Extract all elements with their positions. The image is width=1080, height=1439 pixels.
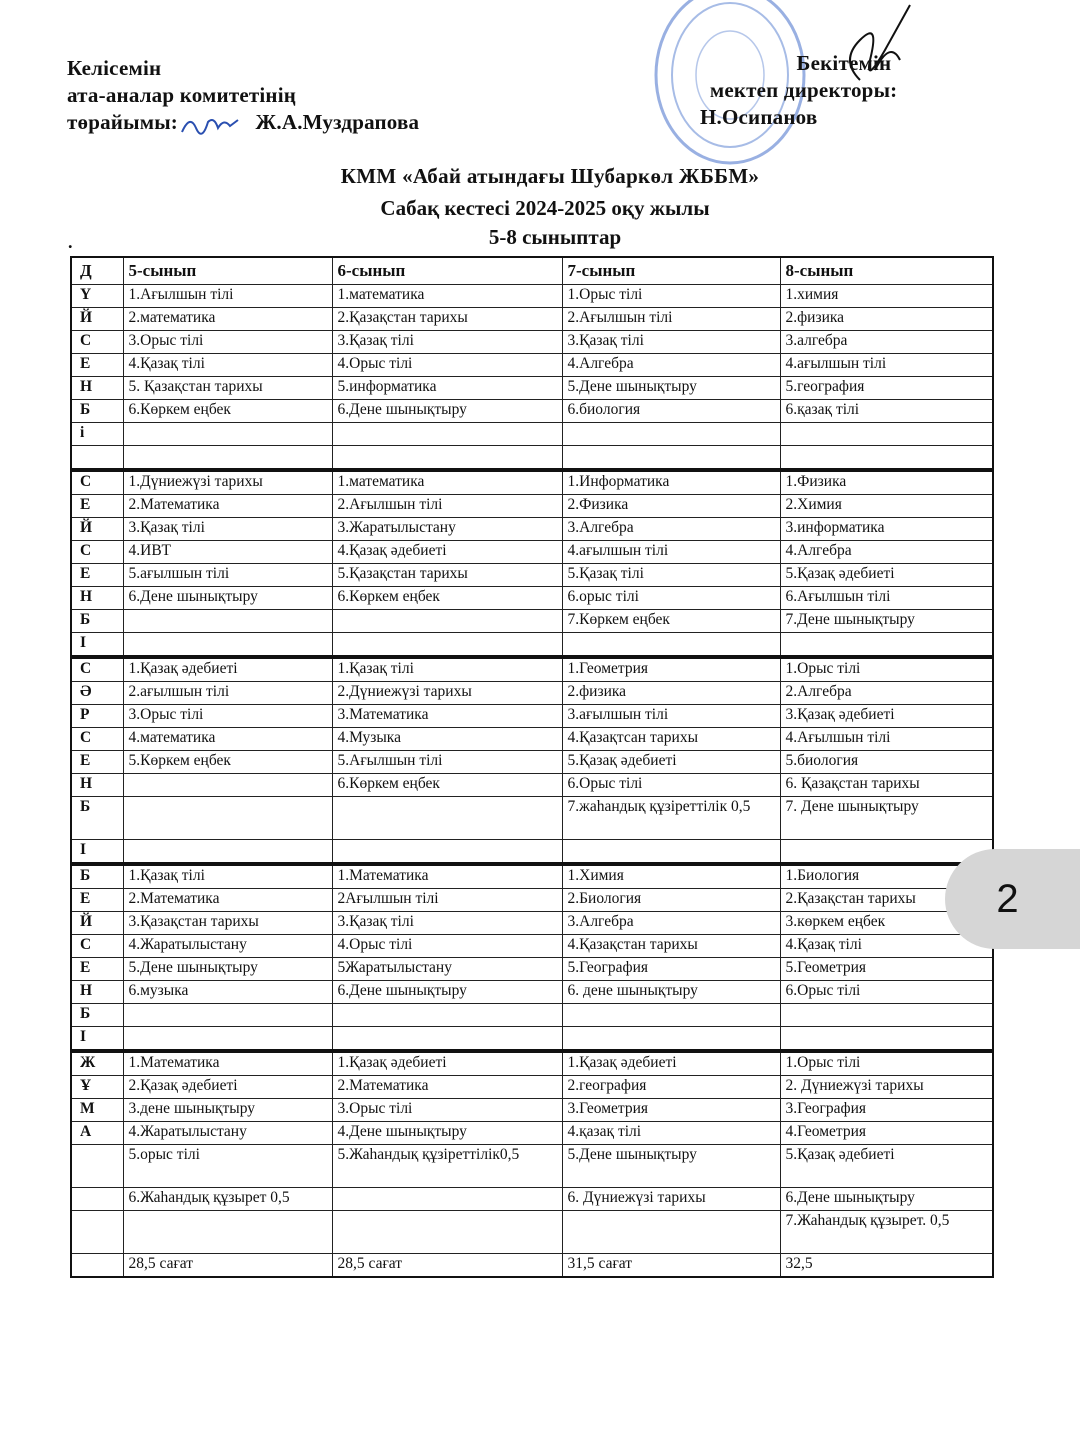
grade6-cell: 4.Музыка bbox=[332, 728, 562, 751]
day-cell: Н bbox=[71, 377, 123, 400]
grade5-cell: 2.математика bbox=[123, 308, 332, 331]
grade8-cell bbox=[780, 423, 993, 446]
grade5-cell: 3.Қазақстан тарихы bbox=[123, 912, 332, 935]
grade8-cell: 7.Дене шынықтыру bbox=[780, 610, 993, 633]
table-row bbox=[71, 470, 993, 495]
grade5-cell: 4.Қазақ тілі bbox=[123, 354, 332, 377]
grade6-cell: 4.Орыс тілі bbox=[332, 354, 562, 377]
approval-left bbox=[67, 55, 419, 136]
grade8-cell: 5.география bbox=[780, 377, 993, 400]
grade6-cell: 6.Дене шынықтыру bbox=[332, 400, 562, 423]
day-cell: Б bbox=[71, 864, 123, 889]
grade8-cell: 5.Геометрия bbox=[780, 958, 993, 981]
grade7-cell: 3.ағылшын тілі bbox=[562, 705, 780, 728]
grade6-cell: 5.Қазақстан тарихы bbox=[332, 564, 562, 587]
grade8-cell: 5.Қазақ әдебиеті bbox=[780, 1145, 993, 1188]
grade8-cell bbox=[780, 840, 993, 865]
schedule-table bbox=[70, 256, 994, 1278]
grade6-cell: 2.Математика bbox=[332, 1076, 562, 1099]
day-cell: С bbox=[71, 541, 123, 564]
grade8-cell: 32,5 bbox=[780, 1254, 993, 1278]
table-row bbox=[71, 587, 993, 610]
grade6-cell: 3.Орыс тілі bbox=[332, 1099, 562, 1122]
grade6-cell: 1.Қазақ тілі bbox=[332, 657, 562, 682]
grade8-cell: 6.қазақ тілі bbox=[780, 400, 993, 423]
grade5-cell: 3.Қазақ тілі bbox=[123, 518, 332, 541]
grade6-cell: 3.Жаратылыстану bbox=[332, 518, 562, 541]
schedule-title: Сабақ кестесі 2024-2025 оқу жылы bbox=[380, 196, 710, 220]
grade5-cell: 3.Орыс тілі bbox=[123, 705, 332, 728]
grade8-cell: 4.Алгебра bbox=[780, 541, 993, 564]
grade6-cell bbox=[332, 446, 562, 471]
grade5-cell bbox=[123, 1027, 332, 1052]
table-row bbox=[71, 1188, 993, 1211]
grade5-cell: 4.Жаратылыстану bbox=[123, 1122, 332, 1145]
table-row bbox=[71, 912, 993, 935]
day-cell: Б bbox=[71, 797, 123, 840]
day-cell: Е bbox=[71, 751, 123, 774]
grade5-cell: 5.Көркем еңбек bbox=[123, 751, 332, 774]
day-cell: С bbox=[71, 935, 123, 958]
table-row bbox=[71, 981, 993, 1004]
table-row bbox=[71, 1027, 993, 1052]
day-cell: Б bbox=[71, 1004, 123, 1027]
grade6-cell: 3.Қазақ тілі bbox=[332, 912, 562, 935]
grade5-cell bbox=[123, 1211, 332, 1254]
day-cell: Й bbox=[71, 308, 123, 331]
grade8-cell: 6.Ағылшын тілі bbox=[780, 587, 993, 610]
table-row bbox=[71, 308, 993, 331]
grade7-cell: 31,5 сағат bbox=[562, 1254, 780, 1278]
table-row bbox=[71, 1122, 993, 1145]
header-grade8: 8-сынып bbox=[780, 257, 993, 285]
grade7-cell: 1.Геометрия bbox=[562, 657, 780, 682]
header-grade7: 7-сынып bbox=[562, 257, 780, 285]
day-cell bbox=[71, 1254, 123, 1278]
table-header-row bbox=[71, 257, 993, 285]
grade6-cell: 2.Ағылшын тілі bbox=[332, 495, 562, 518]
grade7-cell bbox=[562, 840, 780, 865]
grade5-cell: 4.Жаратылыстану bbox=[123, 935, 332, 958]
grade8-cell: 4.Ағылшын тілі bbox=[780, 728, 993, 751]
table-row bbox=[71, 331, 993, 354]
grade7-cell: 3.Алгебра bbox=[562, 518, 780, 541]
grade6-cell: 5.Ағылшын тілі bbox=[332, 751, 562, 774]
table-row bbox=[71, 495, 993, 518]
grade8-cell: 2.Алгебра bbox=[780, 682, 993, 705]
grade7-cell: 4.Қазақстан тарихы bbox=[562, 935, 780, 958]
grade8-cell: 3.Қазақ әдебиеті bbox=[780, 705, 993, 728]
table-row bbox=[71, 633, 993, 658]
grade7-cell: 2.Ағылшын тілі bbox=[562, 308, 780, 331]
grade6-cell: 1.Қазақ әдебиеті bbox=[332, 1051, 562, 1076]
day-cell bbox=[71, 1145, 123, 1188]
grade6-cell: 28,5 сағат bbox=[332, 1254, 562, 1278]
grade7-cell: 6. Дүниежүзі тарихы bbox=[562, 1188, 780, 1211]
grade6-cell bbox=[332, 1188, 562, 1211]
table-row bbox=[71, 728, 993, 751]
header-day-cell: Д bbox=[71, 257, 123, 285]
day-cell: Н bbox=[71, 587, 123, 610]
school-title: КММ «Абай атындағы Шубаркөл ЖББМ» bbox=[340, 164, 760, 188]
grade8-cell: 7. Дене шынықтыру bbox=[780, 797, 993, 840]
day-cell: Ә bbox=[71, 682, 123, 705]
table-row bbox=[71, 705, 993, 728]
grade8-cell: 2.физика bbox=[780, 308, 993, 331]
grade8-cell: 6. Қазақстан тарихы bbox=[780, 774, 993, 797]
table-row bbox=[71, 797, 993, 840]
day-cell: Е bbox=[71, 354, 123, 377]
grade5-cell: 6.музыка bbox=[123, 981, 332, 1004]
grade8-cell: 1.Орыс тілі bbox=[780, 657, 993, 682]
grade7-cell: 3.Алгебра bbox=[562, 912, 780, 935]
grade8-cell: 3.көркем еңбек bbox=[780, 912, 993, 935]
header-grade6: 6-сынып bbox=[332, 257, 562, 285]
table-row bbox=[71, 840, 993, 865]
day-cell: Н bbox=[71, 774, 123, 797]
grade6-cell: 5Жаратылыстану bbox=[332, 958, 562, 981]
grade5-cell bbox=[123, 840, 332, 865]
grade5-cell bbox=[123, 774, 332, 797]
chair-line bbox=[67, 109, 419, 136]
grade5-cell: 5.ағылшын тілі bbox=[123, 564, 332, 587]
grade7-cell: 4.Қазақтсан тарихы bbox=[562, 728, 780, 751]
day-cell: С bbox=[71, 331, 123, 354]
grade6-cell: 2Ағылшын тілі bbox=[332, 889, 562, 912]
day-cell: Й bbox=[71, 912, 123, 935]
grade7-cell: 4.Алгебра bbox=[562, 354, 780, 377]
day-cell: Е bbox=[71, 958, 123, 981]
grade5-cell bbox=[123, 1004, 332, 1027]
day-cell: С bbox=[71, 657, 123, 682]
grade7-cell: 3.Геометрия bbox=[562, 1099, 780, 1122]
grade8-cell: 2.Қазақстан тарихы bbox=[780, 889, 993, 912]
grade8-cell: 4.ағылшын тілі bbox=[780, 354, 993, 377]
day-cell: і bbox=[71, 423, 123, 446]
table-row bbox=[71, 1099, 993, 1122]
grade6-cell: 3.Қазақ тілі bbox=[332, 331, 562, 354]
table-row bbox=[71, 935, 993, 958]
grade6-cell: 4.Дене шынықтыру bbox=[332, 1122, 562, 1145]
grade7-cell bbox=[562, 1027, 780, 1052]
grade8-cell: 1.Физика bbox=[780, 470, 993, 495]
approve-label: Бекітемін bbox=[796, 51, 892, 75]
table-row bbox=[71, 541, 993, 564]
grade8-cell: 3.алгебра bbox=[780, 331, 993, 354]
day-cell: Е bbox=[71, 495, 123, 518]
grade5-cell: 5.орыс тілі bbox=[123, 1145, 332, 1188]
grade7-cell: 1.Информатика bbox=[562, 470, 780, 495]
day-cell: І bbox=[71, 840, 123, 865]
day-cell: Ж bbox=[71, 1051, 123, 1076]
table-row bbox=[71, 285, 993, 308]
grade8-cell: 3.География bbox=[780, 1099, 993, 1122]
grade5-cell bbox=[123, 797, 332, 840]
grade5-cell: 5.Дене шынықтыру bbox=[123, 958, 332, 981]
grade6-cell: 4.Орыс тілі bbox=[332, 935, 562, 958]
grade5-cell bbox=[123, 423, 332, 446]
day-cell: І bbox=[71, 1027, 123, 1052]
grade8-cell: 2. Дүниежүзі тарихы bbox=[780, 1076, 993, 1099]
table-row bbox=[71, 958, 993, 981]
grade7-cell: 2.Биология bbox=[562, 889, 780, 912]
director-signature-icon bbox=[830, 0, 920, 95]
table-row bbox=[71, 1051, 993, 1076]
day-cell: А bbox=[71, 1122, 123, 1145]
grade5-cell: 4.математика bbox=[123, 728, 332, 751]
day-cell: С bbox=[71, 728, 123, 751]
grade8-cell bbox=[780, 633, 993, 658]
grade5-cell: 3.Орыс тілі bbox=[123, 331, 332, 354]
stray-dot: . bbox=[68, 232, 73, 252]
grade5-cell bbox=[123, 446, 332, 471]
grade7-cell bbox=[562, 1211, 780, 1254]
committee-label: ата-аналар комитетінің bbox=[67, 83, 297, 107]
grade7-cell: 4.ағылшын тілі bbox=[562, 541, 780, 564]
grade8-cell: 1.Биология bbox=[780, 864, 993, 889]
chair-signature-icon bbox=[178, 112, 250, 136]
grade7-cell: 5.Дене шынықтыру bbox=[562, 1145, 780, 1188]
table-row bbox=[71, 657, 993, 682]
grade8-cell: 2.Химия bbox=[780, 495, 993, 518]
grade7-cell bbox=[562, 423, 780, 446]
table-row bbox=[71, 610, 993, 633]
grade7-cell: 6.орыс тілі bbox=[562, 587, 780, 610]
grade7-cell: 2.физика bbox=[562, 682, 780, 705]
table-row bbox=[71, 682, 993, 705]
grade7-cell: 5.Дене шынықтыру bbox=[562, 377, 780, 400]
grade8-cell: 4.Қазақ тілі bbox=[780, 935, 993, 958]
grade8-cell: 5.биология bbox=[780, 751, 993, 774]
grade6-cell: 4.Қазақ әдебиеті bbox=[332, 541, 562, 564]
grade8-cell bbox=[780, 1027, 993, 1052]
table-row bbox=[71, 889, 993, 912]
header-grade5: 5-сынып bbox=[123, 257, 332, 285]
grade5-cell: 1.Математика bbox=[123, 1051, 332, 1076]
grade6-cell: 6.Дене шынықтыру bbox=[332, 981, 562, 1004]
grade7-cell: 1.Қазақ әдебиеті bbox=[562, 1051, 780, 1076]
chair-label: төрайымы: bbox=[67, 110, 178, 134]
grade7-cell: 5.Қазақ тілі bbox=[562, 564, 780, 587]
table-row bbox=[71, 774, 993, 797]
grade6-cell bbox=[332, 610, 562, 633]
day-cell: І bbox=[71, 633, 123, 658]
director-label: мектеп директоры: bbox=[709, 78, 898, 102]
grade7-cell: 1.Химия bbox=[562, 864, 780, 889]
grade5-cell: 1.Дүниежүзі тарихы bbox=[123, 470, 332, 495]
grade6-cell bbox=[332, 840, 562, 865]
day-cell: Й bbox=[71, 518, 123, 541]
day-cell: М bbox=[71, 1099, 123, 1122]
table-row bbox=[71, 354, 993, 377]
grade6-cell: 1.Математика bbox=[332, 864, 562, 889]
grade6-cell: 1.математика bbox=[332, 285, 562, 308]
grade5-cell: 6.Көркем еңбек bbox=[123, 400, 332, 423]
grade6-cell: 6.Көркем еңбек bbox=[332, 587, 562, 610]
grade6-cell: 1.математика bbox=[332, 470, 562, 495]
grade7-cell: 7.Көркем еңбек bbox=[562, 610, 780, 633]
grade7-cell: 6.Орыс тілі bbox=[562, 774, 780, 797]
table-row bbox=[71, 1004, 993, 1027]
grade6-cell: 5.Жаһандық құзіреттілік0,5 bbox=[332, 1145, 562, 1188]
grade5-cell: 28,5 сағат bbox=[123, 1254, 332, 1278]
table-row bbox=[71, 1076, 993, 1099]
grade7-cell: 5.Қазақ әдебиеті bbox=[562, 751, 780, 774]
grade5-cell: 2.Математика bbox=[123, 889, 332, 912]
table-row bbox=[71, 518, 993, 541]
table-row bbox=[71, 1145, 993, 1188]
grade7-cell: 6. дене шынықтыру bbox=[562, 981, 780, 1004]
grade8-cell bbox=[780, 446, 993, 471]
grade8-cell: 3.информатика bbox=[780, 518, 993, 541]
table-row bbox=[71, 400, 993, 423]
grade7-cell bbox=[562, 633, 780, 658]
grade7-cell: 5.География bbox=[562, 958, 780, 981]
grade5-cell: 2.Қазақ әдебиеті bbox=[123, 1076, 332, 1099]
day-cell: Е bbox=[71, 889, 123, 912]
table-row bbox=[71, 1211, 993, 1254]
day-cell: С bbox=[71, 470, 123, 495]
page-number-badge bbox=[945, 849, 1080, 949]
table-row bbox=[71, 1254, 993, 1278]
grade6-cell: 2.Қазақстан тарихы bbox=[332, 308, 562, 331]
grade8-cell bbox=[780, 1004, 993, 1027]
grades-title: 5-8 сыныптар bbox=[488, 225, 622, 249]
grade5-cell: 1.Қазақ тілі bbox=[123, 864, 332, 889]
grade5-cell: 6.Жаһандық құзырет 0,5 bbox=[123, 1188, 332, 1211]
grade8-cell: 4.Геометрия bbox=[780, 1122, 993, 1145]
table-row bbox=[71, 564, 993, 587]
table-row bbox=[71, 751, 993, 774]
grade6-cell bbox=[332, 1027, 562, 1052]
grade6-cell bbox=[332, 423, 562, 446]
grade5-cell: 4.ИВТ bbox=[123, 541, 332, 564]
day-cell bbox=[71, 1211, 123, 1254]
day-cell bbox=[71, 1188, 123, 1211]
grade5-cell: 3.дене шынықтыру bbox=[123, 1099, 332, 1122]
table-row bbox=[71, 377, 993, 400]
grade7-cell: 4.қазақ тілі bbox=[562, 1122, 780, 1145]
grade7-cell: 6.биология bbox=[562, 400, 780, 423]
grade7-cell: 7.жаһандық құзіреттілік 0,5 bbox=[562, 797, 780, 840]
grade8-cell: 6.Орыс тілі bbox=[780, 981, 993, 1004]
grade6-cell bbox=[332, 1211, 562, 1254]
director-name: Н.Осипанов bbox=[700, 105, 818, 129]
grade8-cell: 7.Жаһандық құзырет. 0,5 bbox=[780, 1211, 993, 1254]
grade7-cell: 3.Қазақ тілі bbox=[562, 331, 780, 354]
grade6-cell: 2.Дүниежүзі тарихы bbox=[332, 682, 562, 705]
grade7-cell bbox=[562, 1004, 780, 1027]
grade7-cell: 2.география bbox=[562, 1076, 780, 1099]
table-row bbox=[71, 423, 993, 446]
grade7-cell: 2.Физика bbox=[562, 495, 780, 518]
chair-name: Ж.А.Муздрапова bbox=[255, 110, 420, 134]
day-cell: Н bbox=[71, 981, 123, 1004]
day-cell: Б bbox=[71, 610, 123, 633]
table-row bbox=[71, 446, 993, 471]
grade5-cell: 1.Ағылшын тілі bbox=[123, 285, 332, 308]
day-cell: Ұ bbox=[71, 1076, 123, 1099]
grade8-cell: 1.химия bbox=[780, 285, 993, 308]
grade6-cell: 6.Көркем еңбек bbox=[332, 774, 562, 797]
day-cell: Ү bbox=[71, 285, 123, 308]
grade5-cell bbox=[123, 610, 332, 633]
grade8-cell: 6.Дене шынықтыру bbox=[780, 1188, 993, 1211]
grade6-cell: 3.Математика bbox=[332, 705, 562, 728]
grade8-cell: 5.Қазақ әдебиеті bbox=[780, 564, 993, 587]
table-row bbox=[71, 864, 993, 889]
day-cell: Р bbox=[71, 705, 123, 728]
grade5-cell: 2.Математика bbox=[123, 495, 332, 518]
grade5-cell: 2.ағылшын тілі bbox=[123, 682, 332, 705]
page-number: 2 bbox=[996, 876, 1019, 921]
grade5-cell: 5. Қазақстан тарихы bbox=[123, 377, 332, 400]
day-cell: Б bbox=[71, 400, 123, 423]
day-cell: Е bbox=[71, 564, 123, 587]
agree-label: Келісемін bbox=[67, 56, 162, 80]
grade7-cell bbox=[562, 446, 780, 471]
grade6-cell: 5.информатика bbox=[332, 377, 562, 400]
grade7-cell: 1.Орыс тілі bbox=[562, 285, 780, 308]
grade6-cell bbox=[332, 797, 562, 840]
grade6-cell bbox=[332, 633, 562, 658]
day-cell bbox=[71, 446, 123, 471]
grade6-cell bbox=[332, 1004, 562, 1027]
grade8-cell: 1.Орыс тілі bbox=[780, 1051, 993, 1076]
grade5-cell bbox=[123, 633, 332, 658]
grade5-cell: 1.Қазақ әдебиеті bbox=[123, 657, 332, 682]
grade5-cell: 6.Дене шынықтыру bbox=[123, 587, 332, 610]
